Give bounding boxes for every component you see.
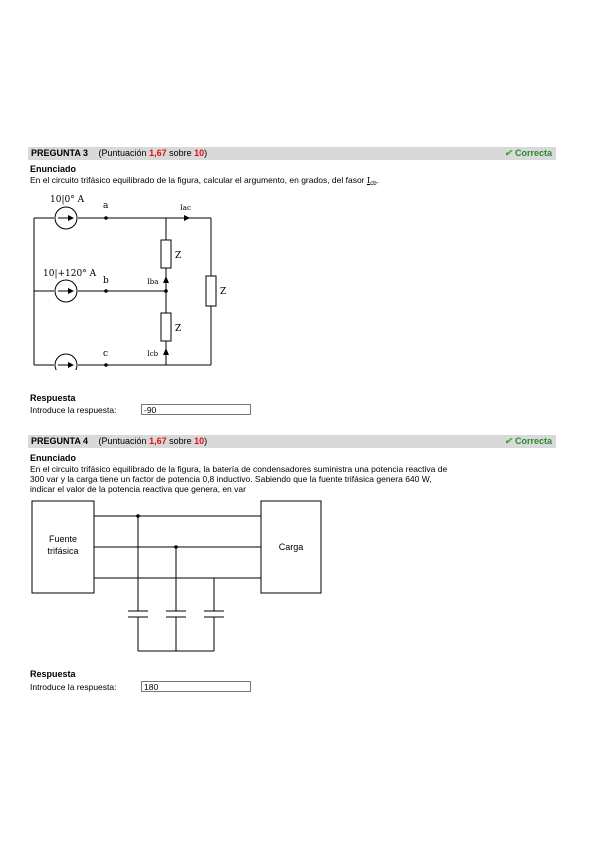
q3-score: (Puntuación 1,67 sobre 10) (98, 148, 208, 158)
q4-status: ✔ Correcta (504, 436, 552, 446)
current-source-a (55, 207, 77, 229)
q3-answer-prompt: Introduce la respuesta: (30, 405, 117, 415)
q4-score: (Puntuación 1,67 sobre 10) (98, 436, 208, 446)
z-label-bottom: Z (175, 324, 182, 334)
current-ba-label: Iba (147, 278, 159, 286)
q4-answer-prompt: Introduce la respuesta: (30, 682, 117, 692)
z-label-right: Z (220, 287, 227, 297)
q3-status: ✔ Correcta (504, 148, 552, 158)
source-b-label: 10|+120° A (43, 269, 97, 279)
load-label: Carga (278, 542, 304, 552)
q4-statement: En el circuito trifásico equilibrado de la figura, la batería de condensadores suministra una potencia reactiva de 300 var y la carga tiene un factor de potencia 0,8 inductivo. Sabiendo que la fuente trifásica genera 640 W, indicar el valor de la potencia reactiva que genera, en var (30, 464, 448, 494)
q4-statement-heading: Enunciado (30, 453, 77, 463)
node-c-label: c (103, 349, 109, 359)
q4-answer-input[interactable]: 180 (141, 681, 251, 692)
q3-statement-heading: Enunciado (30, 164, 77, 174)
impedance-z-bc (161, 313, 171, 341)
impedance-z-ab (161, 240, 171, 268)
current-ac-label: Iac (180, 204, 191, 212)
z-label-top: Z (175, 251, 182, 261)
source-a-label: 10|0° A (50, 195, 85, 205)
current-source-c (55, 354, 77, 370)
check-icon: ✔ (504, 148, 512, 158)
impedance-z-ac (206, 276, 216, 306)
current-cb-label: Icb (147, 350, 159, 358)
node-a-label: a (103, 201, 109, 211)
node-b-label: b (103, 276, 109, 286)
q4-circuit-diagram (28, 496, 328, 656)
q3-title: PREGUNTA 3 (31, 148, 89, 158)
current-source-b (55, 280, 77, 302)
check-icon: ✔ (504, 436, 512, 446)
q3-answer-input[interactable]: -90 (141, 404, 251, 415)
q3-header (28, 147, 556, 160)
q3-circuit-diagram (28, 190, 228, 370)
q4-title: PREGUNTA 4 (31, 436, 89, 446)
source-label-2: trifásica (47, 546, 79, 556)
source-label-1: Fuente (48, 534, 78, 544)
q4-response-heading: Respuesta (30, 669, 76, 679)
q3-response-heading: Respuesta (30, 393, 76, 403)
q3-statement: En el circuito trifásico equilibrado de la figura, calcular el argumento, en grados, del fasor $I_{cb}$. (30, 175, 379, 187)
q4-header (28, 435, 556, 448)
